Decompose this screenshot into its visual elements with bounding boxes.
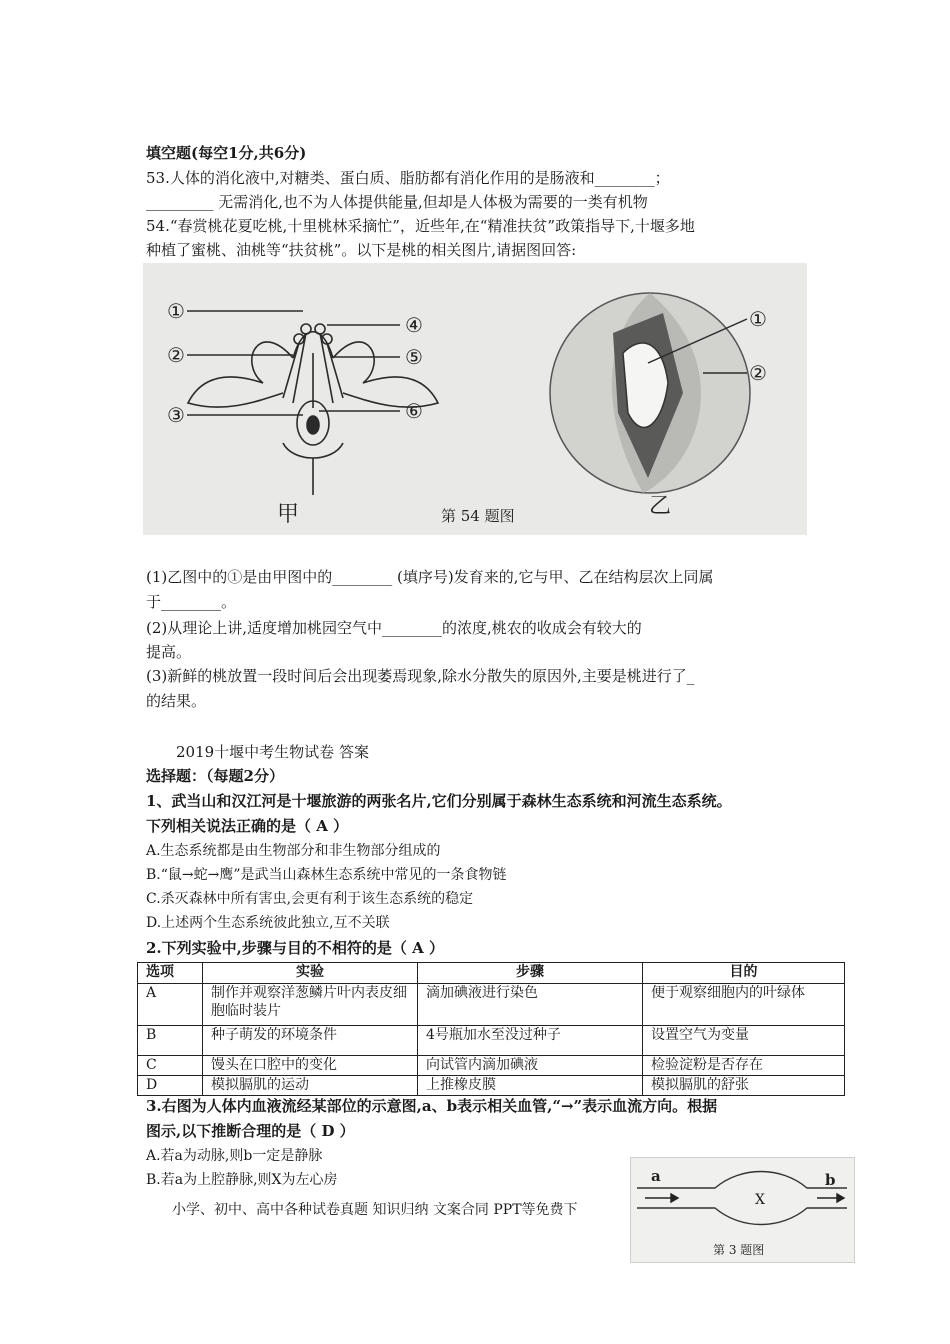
table-cell: A bbox=[138, 984, 203, 1026]
fruit-label-2: ② bbox=[749, 361, 767, 385]
answer-key-title: 2019十堰中考生物试卷 答案 bbox=[176, 743, 369, 761]
answer-q1-line-1: 1、武当山和汉江河是十堰旅游的两张名片,它们分别属于森林生态系统和河流生态系统。 bbox=[146, 792, 732, 810]
answer-q3-line-1: 3.右图为人体内血液流经某部位的示意图,a、b表示相关血管,“→”表示血流方向。根据 bbox=[146, 1097, 718, 1115]
table-cell: C bbox=[138, 1056, 203, 1076]
table-cell: 检验淀粉是否存在 bbox=[643, 1056, 845, 1076]
table-cell: 模拟膈肌的运动 bbox=[203, 1076, 418, 1096]
table-cell: 向试管内滴加碘液 bbox=[418, 1056, 643, 1076]
footer-note: 小学、初中、高中各种试卷真题 知识归纳 文案合同 PPT等免费下 bbox=[172, 1202, 578, 1218]
vessel-label-b: b bbox=[825, 1171, 836, 1189]
figure-54-peach bbox=[143, 263, 807, 535]
answer-q3-option-b: B.若a为上腔静脉,则X为左心房 bbox=[146, 1172, 338, 1188]
question-54-part-3-line-2: 的结果。 bbox=[146, 692, 207, 710]
flower-label-1: ① bbox=[167, 299, 185, 323]
table-cell: 4号瓶加水至没过种子 bbox=[418, 1026, 643, 1056]
table-header-row bbox=[138, 963, 845, 984]
flower-label-2: ② bbox=[167, 343, 185, 367]
figure-54-caption: 第 54 题图 bbox=[441, 507, 515, 525]
question-54-line-1: 54.“春赏桃花夏吃桃,十里桃林采摘忙”，近些年,在“精准扶贫”政策指导下,十堰多地 bbox=[146, 217, 695, 235]
table-header-experiment: 实验 bbox=[203, 963, 418, 984]
vessel-label-a: a bbox=[651, 1167, 661, 1185]
flow-arrows bbox=[645, 1194, 844, 1202]
table-header-step: 步骤 bbox=[418, 963, 643, 984]
figure-3-blood-flow bbox=[630, 1157, 855, 1263]
fruit-label-1: ① bbox=[749, 307, 767, 331]
section-title-fill-blank: 填空题(每空1分,共6分) bbox=[146, 144, 307, 162]
answer-q1-option-c: C.杀灭森林中所有害虫,会更有利于该生态系统的稳定 bbox=[146, 891, 474, 907]
table-cell: 上推橡皮膜 bbox=[418, 1076, 643, 1096]
peach-flower-diagram bbox=[187, 311, 438, 495]
answer-q3-line-2: 图示,以下推断合理的是（ D ） bbox=[146, 1122, 355, 1140]
table-cell: 制作并观察洋葱鳞片叶内表皮细胞临时装片 bbox=[203, 984, 418, 1026]
table-header-purpose: 目的 bbox=[643, 963, 845, 984]
answer-q1-option-b: B.“鼠→蛇→鹰”是武当山森林生态系统中常见的一条食物链 bbox=[146, 867, 507, 883]
table-cell: 模拟膈肌的舒张 bbox=[643, 1076, 845, 1096]
question-54-part-2-line-1: (2)从理论上讲,适度增加桃园空气中________的浓度,桃农的收成会有较大的 bbox=[146, 619, 642, 637]
flower-label-4: ④ bbox=[405, 313, 423, 337]
answer-q1-line-2: 下列相关说法正确的是（ A ） bbox=[146, 817, 349, 835]
question-54-part-2-line-2: 提高。 bbox=[146, 643, 192, 661]
answer-q2-table bbox=[137, 962, 845, 1096]
flower-caption: 甲 bbox=[277, 502, 300, 527]
answer-section-heading: 选择题：（每题2分） bbox=[146, 767, 284, 785]
answer-q2-stem: 2.下列实验中,步骤与目的不相符的是（ A ） bbox=[146, 939, 444, 957]
answer-q1-option-a: A.生态系统都是由生物部分和非生物部分组成的 bbox=[146, 843, 441, 859]
table-row bbox=[138, 1056, 845, 1076]
table-cell: B bbox=[138, 1026, 203, 1056]
flower-label-3: ③ bbox=[167, 403, 185, 427]
answer-q1-option-d: D.上述两个生态系统彼此独立,互不关联 bbox=[146, 915, 390, 931]
question-54-line-2: 种植了蜜桃、油桃等“扶贫桃”。以下是桃的相关图片,请据图回答: bbox=[146, 241, 577, 259]
answer-q3-option-a: A.若a为动脉,则b一定是静脉 bbox=[146, 1148, 323, 1164]
question-53-line-1: 53.人体的消化液中,对糖类、蛋白质、脂肪都有消化作用的是肠液和________； bbox=[146, 169, 670, 187]
peach-fruit-diagram bbox=[550, 293, 750, 493]
table-cell: 馒头在口腔中的变化 bbox=[203, 1056, 418, 1076]
question-54-part-1-line-1: (1)乙图中的①是由甲图中的________ (填序号)发育来的,它与甲、乙在结构层次上同属 bbox=[146, 568, 714, 586]
table-row bbox=[138, 1076, 845, 1096]
table-header-option: 选项 bbox=[138, 963, 203, 984]
table-cell: D bbox=[138, 1076, 203, 1096]
figure-3-caption: 第 3 题图 bbox=[713, 1243, 765, 1257]
table-cell: 滴加碘液进行染色 bbox=[418, 984, 643, 1026]
question-54-part-1-line-2: 于________。 bbox=[146, 593, 237, 611]
fruit-caption: 乙 bbox=[649, 494, 672, 519]
table-row bbox=[138, 984, 845, 1026]
question-54-part-3-line-1: (3)新鲜的桃放置一段时间后会出现萎焉现象,除水分散失的原因外,主要是桃进行了_ bbox=[146, 667, 695, 685]
table-cell: 便于观察细胞内的叶绿体 bbox=[643, 984, 845, 1026]
question-53-line-2: _________ 无需消化,也不为人体提供能量,但却是人体极为需要的一类有机物 bbox=[146, 193, 648, 211]
table-cell: 种子萌发的环境条件 bbox=[203, 1026, 418, 1056]
table-row bbox=[138, 1026, 845, 1056]
flower-label-5: ⑤ bbox=[405, 345, 423, 369]
organ-label-x: X bbox=[755, 1192, 765, 1208]
flower-label-6: ⑥ bbox=[405, 399, 423, 423]
table-cell: 设置空气为变量 bbox=[643, 1026, 845, 1056]
